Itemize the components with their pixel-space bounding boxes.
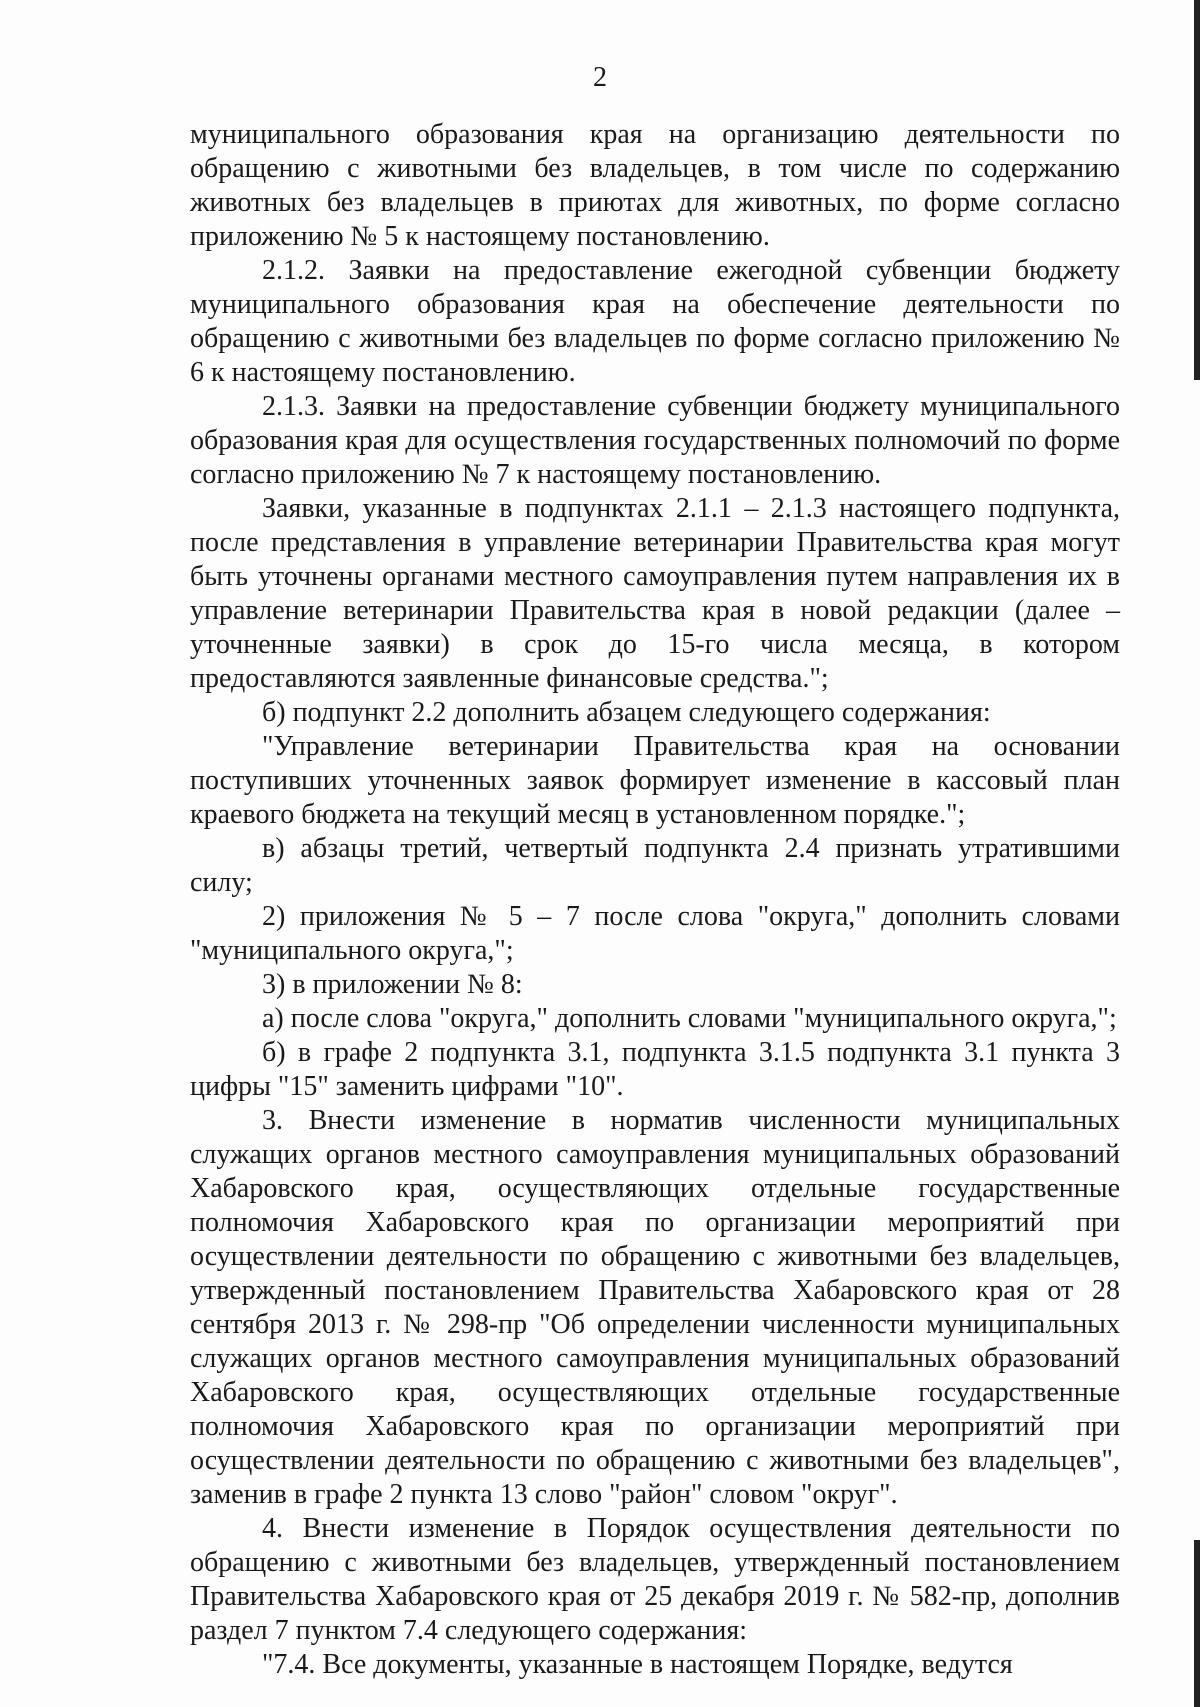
paragraph-6: "Управление ветеринарии Правительства края на основании поступивших уточненных заявок формирует изменение в кассовый план краевого бюджета на текущий месяц в установленном порядке."; (190, 731, 1120, 830)
paragraph-1: муниципального образования края на организацию деятельности по обращению с животными без владельцев, в том числе по содержанию животных без владельцев в приютах для животных, по форме согласно приложению № 5 к настоящему постановлению. (190, 119, 1120, 252)
paragraph-12: 3. Внести изменение в норматив численности муниципальных служащих органов местного самоуправления муниципальных образований Хабаровского края, осуществляющих отдельные государственные полномочия Хабаровского края по организации мероприятий при осуществлении деятельности по обращению с животными без владельцев, утвержденный постановлением Правительства Хабаровского края от 28 сентября 2013 г. № 298-пр "Об определении численности муниципальных служащих органов местного самоуправления муниципальных образований Хабаровского края, осуществляющих отдельные государственные полномочия Хабаровского края по организации мероприятий при осуществлении деятельности по обращению с животными без владельцев", заменив в графе 2 пункта 13 слово "район" словом "округ". (190, 1105, 1120, 1510)
paragraph-3: 2.1.3. Заявки на предоставление субвенции бюджету муниципального образования края для осуществления государственных полномочий по форме согласно приложению № 7 к настоящему постановлению. (190, 391, 1120, 490)
scan-edge-mark-top (1194, 0, 1200, 380)
paragraph-7: в) абзацы третий, четвертый подпункта 2.4 признать утратившими силу; (190, 833, 1120, 898)
paragraph-8: 2) приложения № 5 – 7 после слова "округа," дополнить словами "муниципального округа,"; (190, 901, 1120, 966)
paragraph-11: б) в графе 2 подпункта 3.1, подпункта 3.1.5 подпункта 3.1 пункта 3 цифры "15" заменить цифрами "10". (190, 1037, 1120, 1102)
page-number: 2 (593, 62, 607, 93)
paragraph-10: а) после слова "округа," дополнить словами "муниципального округа,"; (262, 1003, 1117, 1034)
document-body (190, 118, 1120, 1682)
paragraph-2: 2.1.2. Заявки на предоставление ежегодной субвенции бюджету муниципального образования края на обеспечение деятельности по обращению с животными без владельцев по форме согласно приложению № 6 к настоящему постановлению. (190, 255, 1120, 388)
paragraph-5: б) подпункт 2.2 дополнить абзацем следующего содержания: (262, 697, 991, 728)
paragraph-9: 3) в приложении № 8: (262, 969, 523, 1000)
paragraph-4: Заявки, указанные в подпунктах 2.1.1 – 2.1.3 настоящего подпункта, после представления в управление ветеринарии Правительства края могут быть уточнены органами местного самоуправления путем направления их в управление ветеринарии Правительства края в новой редакции (далее – уточненные заявки) в срок до 15-го числа месяца, в котором предоставляются заявленные финансовые средства."; (190, 493, 1120, 694)
paragraph-14: "7.4. Все документы, указанные в настоящем Порядке, ведутся (262, 1649, 1013, 1680)
scan-edge-mark-bottom (1194, 1540, 1200, 1707)
paragraph-13: 4. Внести изменение в Порядок осуществления деятельности по обращению с животными без владельцев, утвержденный постановлением Правительства Хабаровского края от 25 декабря 2019 г. № 582-пр, дополнив раздел 7 пунктом 7.4 следующего содержания: (190, 1513, 1120, 1646)
